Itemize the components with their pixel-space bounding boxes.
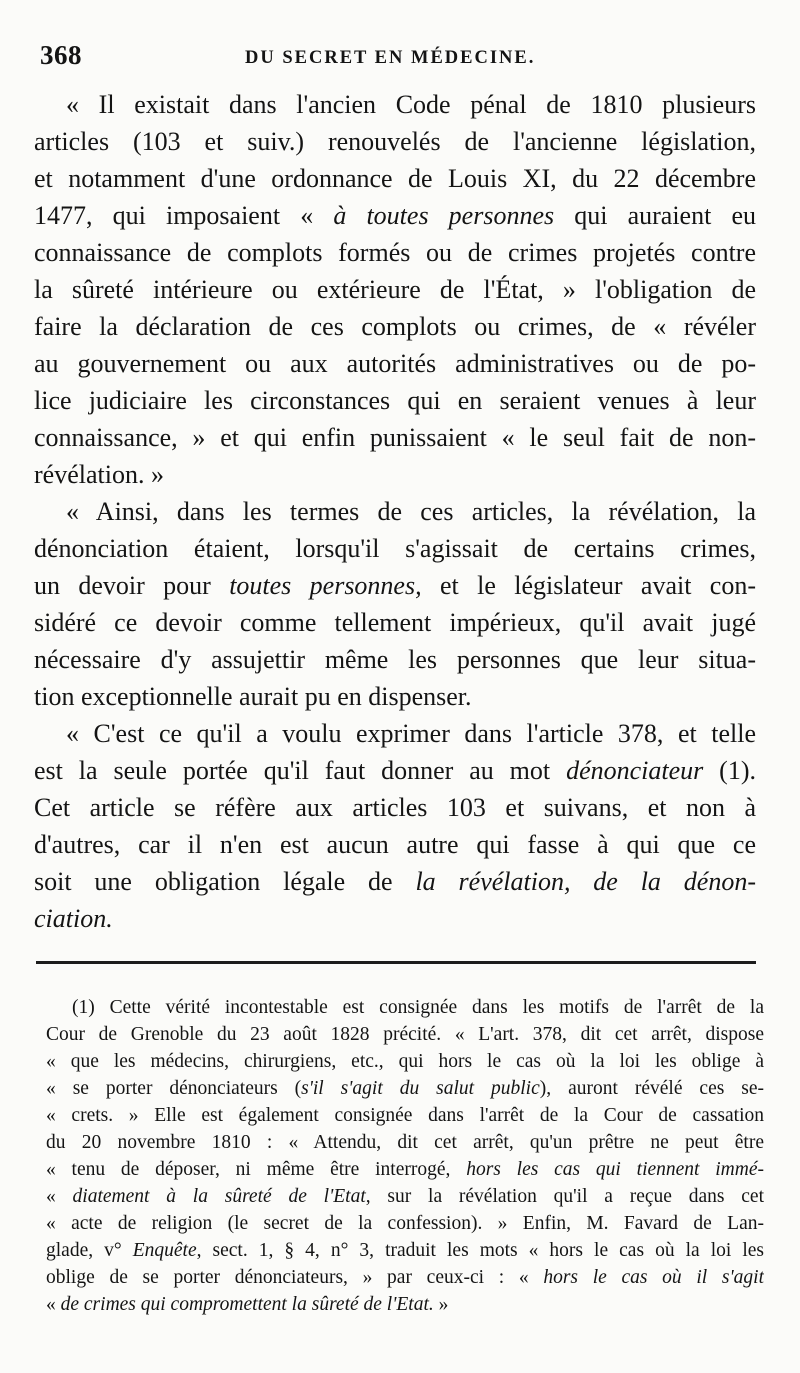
- running-title: DU SECRET EN MÉDECINE.: [245, 48, 536, 68]
- footnote-line: Cour de Grenoble du 23 août 1828 précité. « L'art. 378, dit cet arrêt, dispose: [46, 1024, 764, 1045]
- text-line: connaissance, » et qui enfin punissaient « le seul fait de non-: [34, 423, 756, 452]
- text-line: est la seule portée qu'il faut donner au mot dénonciateur (1).: [34, 756, 756, 785]
- text-line: ciation.: [34, 904, 113, 933]
- text-line: faire la déclaration de ces complots ou crimes, de « révéler: [34, 312, 756, 341]
- text-line: tion exceptionnelle aurait pu en dispenser.: [34, 682, 472, 711]
- text-line: connaissance de complots formés ou de crimes projetés contre: [34, 238, 756, 267]
- text-line: soit une obligation légale de la révélation, de la dénon-: [34, 867, 756, 896]
- footnote-line: (1) Cette vérité incontestable est consignée dans les motifs de l'arrêt de la: [72, 997, 764, 1018]
- page-header: [40, 40, 760, 80]
- text-line: dénonciation étaient, lorsqu'il s'agissait de certains crimes,: [34, 534, 756, 563]
- text-line: 1477, qui imposaient « à toutes personnes qui auraient eu: [34, 201, 756, 230]
- text-line: un devoir pour toutes personnes, et le législateur avait con-: [34, 571, 756, 600]
- footnote-line: du 20 novembre 1810 : « Attendu, dit cet arrêt, qu'un prêtre ne peut être: [46, 1132, 764, 1153]
- footnote-line: « de crimes qui compromettent la sûreté de l'Etat. »: [46, 1294, 449, 1315]
- text-line: articles (103 et suiv.) renouvelés de l'ancienne législation,: [34, 127, 756, 156]
- footnote-line: « acte de religion (le secret de la confession). » Enfin, M. Favard de Lan-: [46, 1213, 764, 1234]
- text-line: lice judiciaire les circonstances qui en seraient venues à leur: [34, 386, 756, 415]
- text-line: nécessaire d'y assujettir même les personnes que leur situa-: [34, 645, 756, 674]
- footnote: [46, 994, 764, 1318]
- text-line: et notamment d'une ordonnance de Louis XI, du 22 décembre: [34, 164, 756, 193]
- footnote-line: « que les médecins, chirurgiens, etc., qui hors le cas où la loi les oblige à: [46, 1051, 764, 1072]
- text-line: « C'est ce qu'il a voulu exprimer dans l'article 378, et telle: [66, 719, 756, 748]
- footnote-line: « se porter dénonciateurs (s'il s'agit du salut public), auront révélé ces se-: [46, 1078, 764, 1099]
- page-number: 368: [40, 40, 82, 70]
- footnote-line: « tenu de déposer, ni même être interrogé, hors les cas qui tiennent immé-: [46, 1159, 764, 1180]
- text-line: la sûreté intérieure ou extérieure de l'État, » l'obligation de: [34, 275, 756, 304]
- text-line: au gouvernement ou aux autorités administratives ou de po-: [34, 349, 756, 378]
- text-line: « Ainsi, dans les termes de ces articles, la révélation, la: [66, 497, 756, 526]
- footnote-line: « diatement à la sûreté de l'Etat, sur la révélation qu'il a reçue dans cet: [46, 1186, 764, 1207]
- footnote-separator-rule: [36, 961, 756, 964]
- text-line: « Il existait dans l'ancien Code pénal de 1810 plusieurs: [66, 90, 756, 119]
- footnote-line: glade, v° Enquête, sect. 1, § 4, n° 3, traduit les mots « hors le cas où la loi les: [46, 1240, 764, 1261]
- text-line: révélation. »: [34, 460, 164, 489]
- text-line: Cet article se réfère aux articles 103 et suivans, et non à: [34, 793, 756, 822]
- text-line: sidéré ce devoir comme tellement impérieux, qu'il avait jugé: [34, 608, 756, 637]
- footnote-line: « crets. » Elle est également consignée dans l'arrêt de la Cour de cassation: [46, 1105, 764, 1126]
- footnote-line: oblige de se porter dénonciateurs, » par ceux-ci : « hors le cas où il s'agit: [46, 1267, 764, 1288]
- main-text: [34, 86, 756, 937]
- text-line: d'autres, car il n'en est aucun autre qui fasse à qui que ce: [34, 830, 756, 859]
